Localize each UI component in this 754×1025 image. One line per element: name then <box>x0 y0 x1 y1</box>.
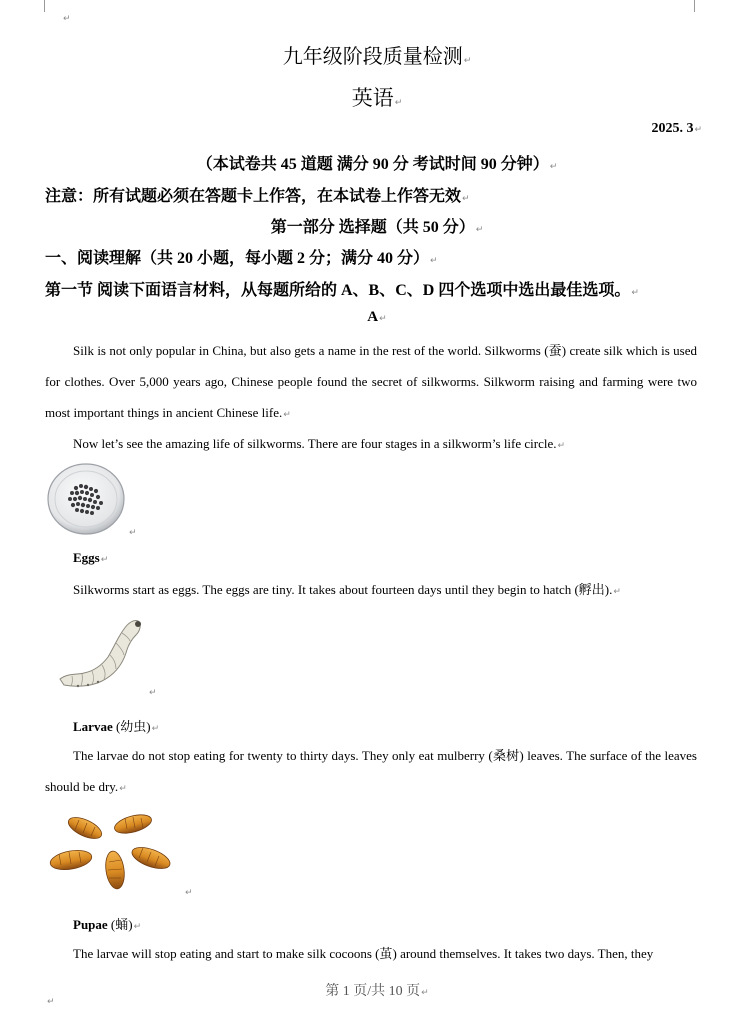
section-one-heading: 一、阅读理解（共 20 小题，每小题 2 分；满分 40 分）↵ <box>45 250 438 267</box>
silkworm-pupae-image <box>45 808 183 890</box>
stage-eggs-label: Eggs↵ <box>73 550 109 565</box>
paragraph-mark: ↵ <box>149 688 157 698</box>
silkworm-eggs-image <box>46 462 128 538</box>
stage-eggs-text: Silkworms start as eggs. The eggs are tiny. It takes about fourteen days until they begin to hatch (孵出).↵ <box>73 582 621 597</box>
exam-date: 2025. 3↵ <box>651 121 702 136</box>
page-corner-mark-left <box>44 0 45 12</box>
paragraph-mark: ↵ <box>63 14 71 24</box>
exam-info: （本试卷共 45 道题 满分 90 分 考试时间 90 分钟）↵ <box>196 156 558 173</box>
silkworm-larva-image <box>54 613 146 689</box>
paragraph-life-circle: Now let’s see the amazing life of silkworms. There are four stages in a silkworm’s life circle.↵ <box>73 436 566 451</box>
stage-larvae-label: Larvae (幼虫)↵ <box>73 719 160 734</box>
page-footer: 第 1 页/共 10 页↵ <box>325 984 429 999</box>
page-corner-mark-right <box>694 0 695 12</box>
exam-subject: 英语↵ <box>351 86 403 110</box>
part-one-heading: 第一部分 选择题（共 50 分）↵ <box>270 219 484 236</box>
exam-notice: 注意：所有试题必须在答题卡上作答，在本试卷上作答无效↵ <box>45 188 470 205</box>
stage-larvae-text: The larvae do not stop eating for twenty to thirty days. They only eat mulberry (桑树) leaves. The surface of the leaves should be dry.↵ <box>45 748 697 794</box>
subsection-one-instructions: 第一节 阅读下面语言材料，从每题所给的 A、B、C、D 四个选项中选出最佳选项。↵ <box>45 282 639 299</box>
paragraph-mark: ↵ <box>129 528 137 538</box>
stage-pupae-text: The larvae will stop eating and start to make silk cocoons (茧) around themselves. It takes two days. Then, they <box>73 946 654 961</box>
stage-pupae-label: Pupae (蛹)↵ <box>73 917 142 932</box>
exam-title: 九年级阶段质量检测↵ <box>282 46 472 68</box>
paragraph-intro: Silk is not only popular in China, but also gets a name in the rest of the world. Silkworms (蚕) create silk which is used for clothes. Over 5,000 years ago, Chinese people found the secret of silkworms. Silkworm raising and farming were two most important things in ancient Chinese life.↵ <box>45 343 697 420</box>
paragraph-mark: ↵ <box>185 888 193 898</box>
passage-label: A↵ <box>367 309 387 325</box>
paragraph-mark: ↵ <box>47 997 55 1007</box>
